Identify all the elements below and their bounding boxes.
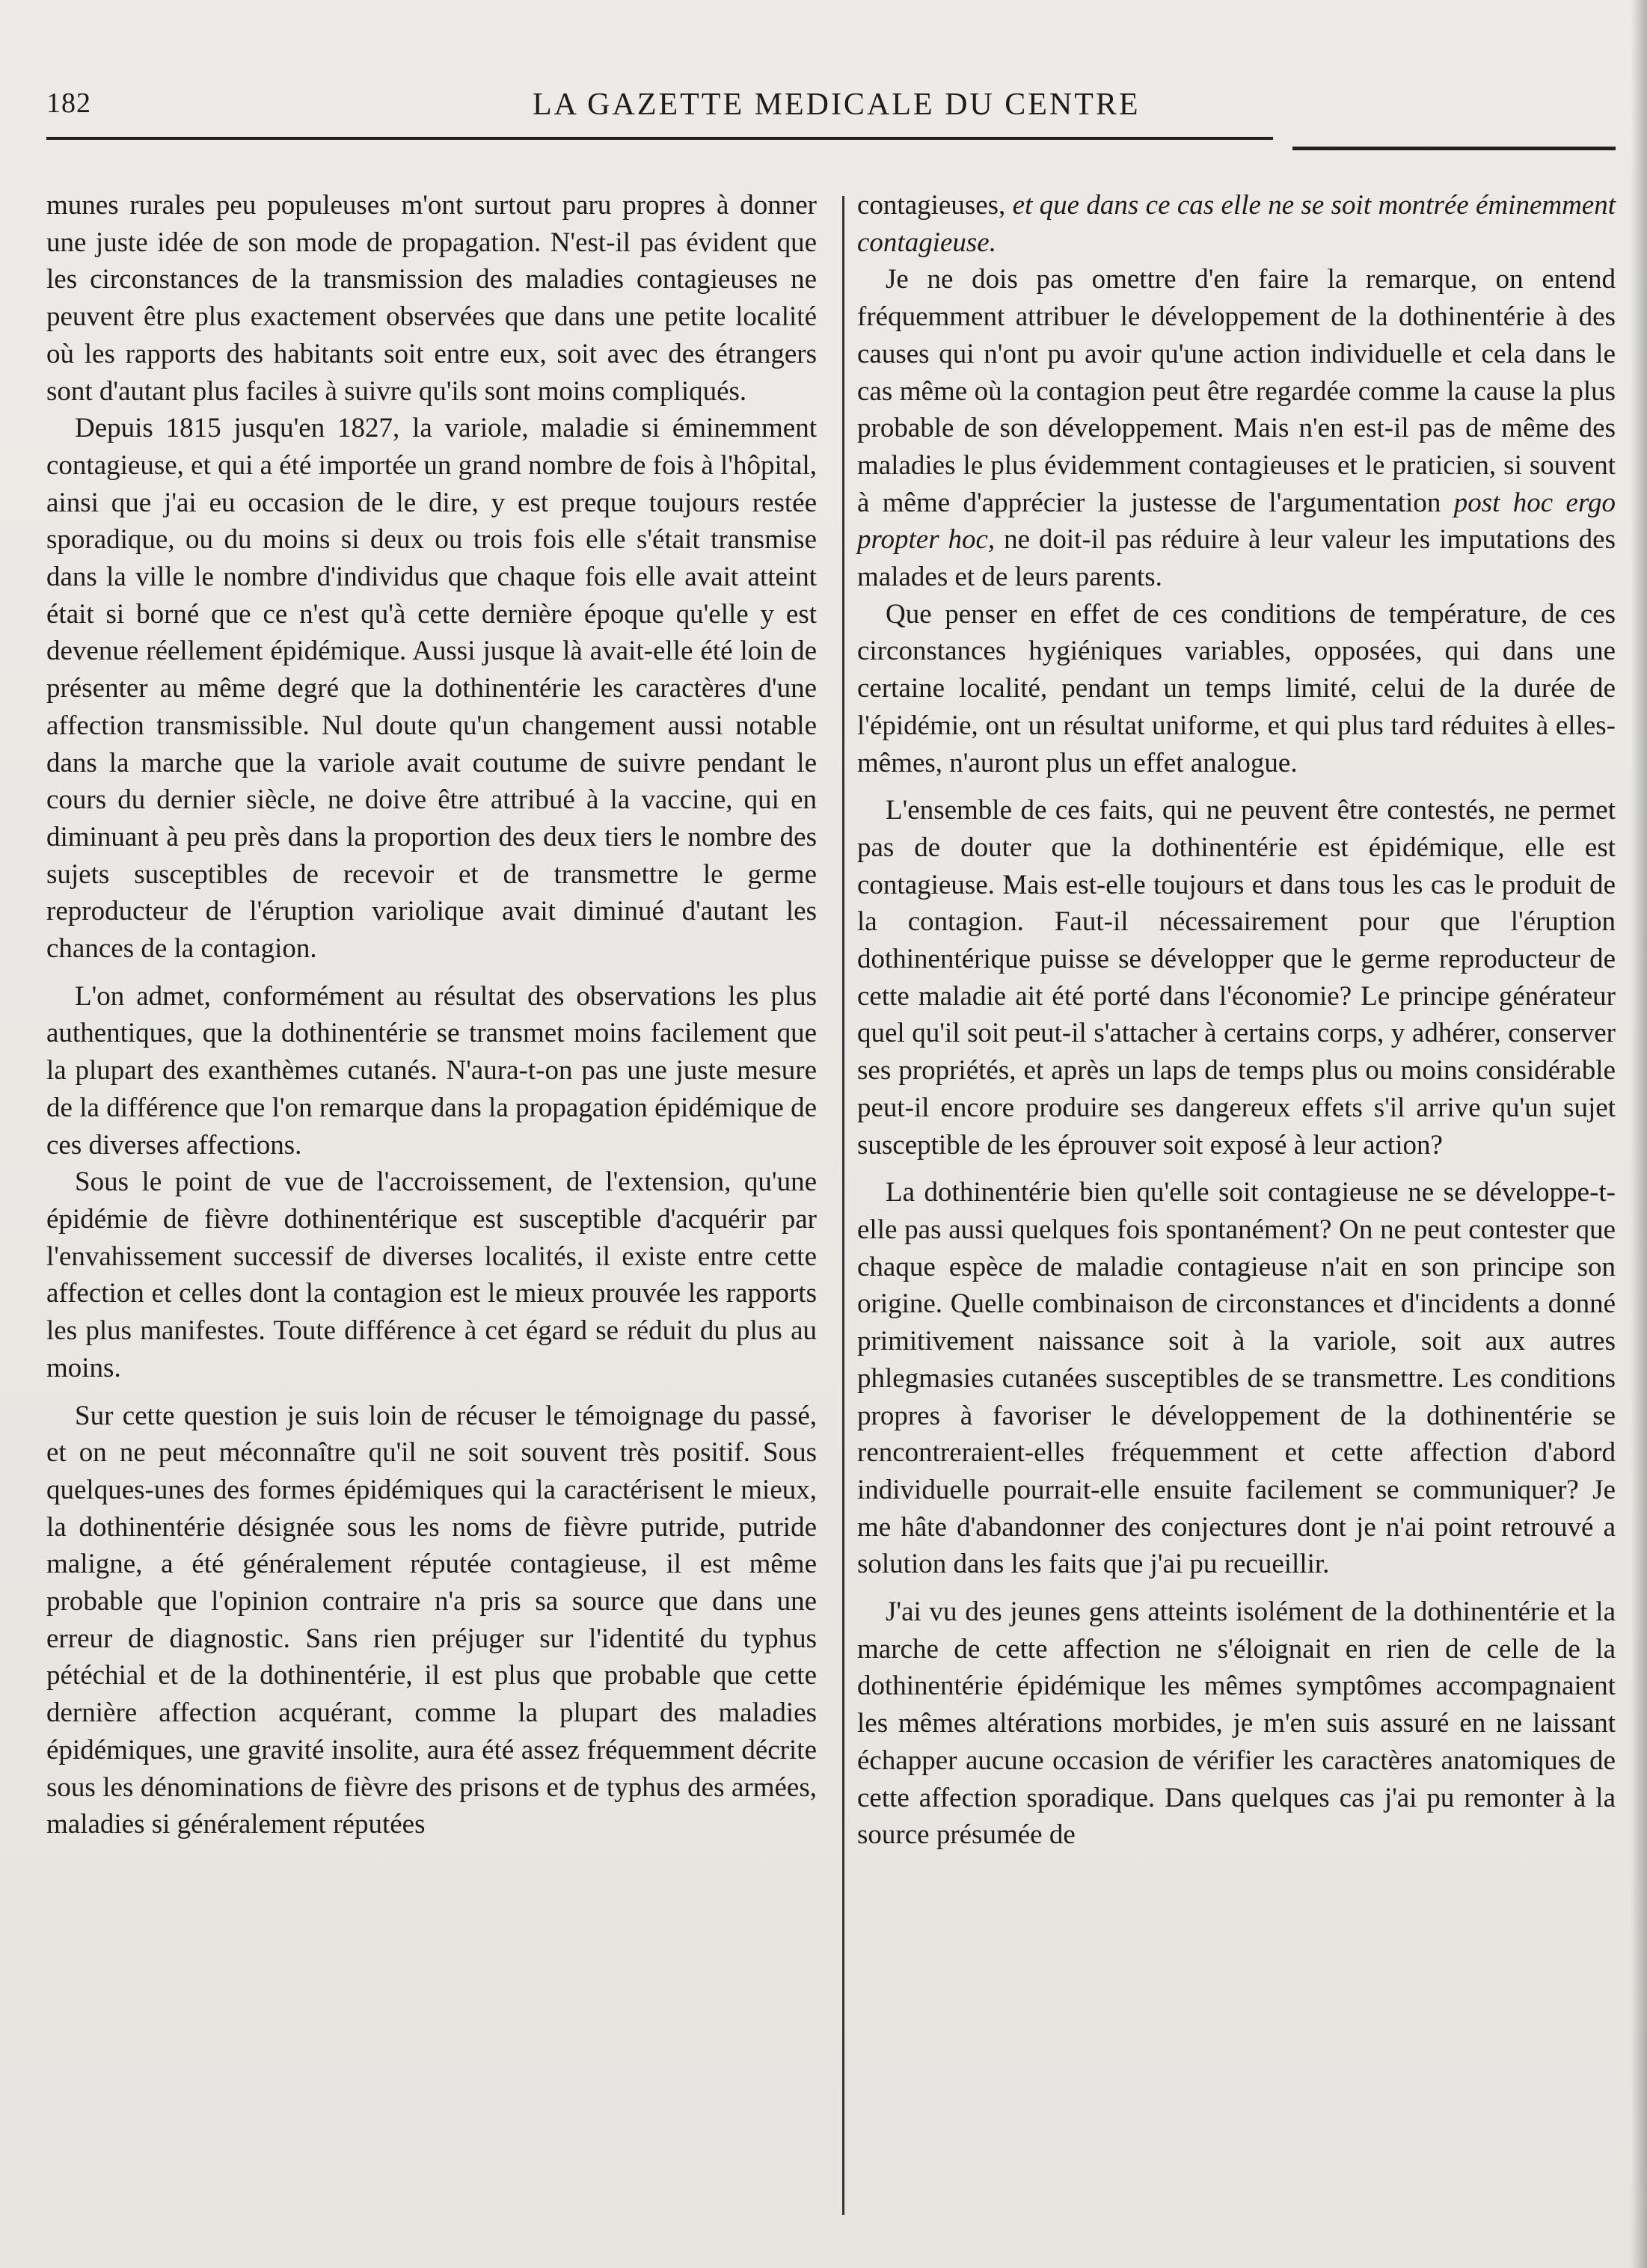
right-paragraph-4: L'ensemble de ces faits, qui ne peuvent être contestés, ne permet pas de douter que la dothinentérie est épidémique, elle est contagieuse. Mais est-elle toujours et dans tous les cas le produit de la contagion. Faut-il nécessairement pour que l'éruption dothinentérique puisse se développer que le germe reproducteur de cette maladie ait été porté dans l'économie? Le principe générateur quel qu'il soit peut-il s'attacher à certains corps, y adhérer, conserver ses propriétés, et après un laps de temps plus ou moins considérable peut-il encore produire ses dangereux effets s'il arrive qu'un sujet susceptible de les éprouver soit exposé à leur action? bbox=[857, 795, 1616, 1161]
right-paragraph-1-italic: et que dans ce cas elle ne se soit montrée éminemment contagieuse. bbox=[857, 190, 1616, 258]
page-number: 182 bbox=[46, 87, 91, 119]
left-paragraph-4: Sous le point de vue de l'accroissement, de l'extension, qu'une épidémie de fièvre dothinentérique est susceptible d'acquérir par l'envahissement successif de diverses localités, il existe entre cette affection et celles dont la contagion est le mieux prouvée les rapports les plus manifestes. Toute différence à cet égard se réduit du plus au moins. bbox=[46, 1167, 817, 1383]
right-paragraph-2-latin: post hoc ergo propter hoc, bbox=[857, 487, 1616, 556]
right-column bbox=[857, 187, 1616, 1854]
left-paragraph-3: L'on admet, conformément au résultat des observations les plus authentiques, que la dothinentérie se transmet moins facilement que la plupart des exanthèmes cutanés. N'aura-t-on pas une juste mesure de la différence que l'on remarque dans la propagation épidémique de ces diverses affections. bbox=[46, 980, 817, 1161]
left-paragraph-5: Sur cette question je suis loin de récuser le témoignage du passé, et on ne peut méconnaître qu'il ne soit souvent très positif. Sous quelques-unes des formes épidémiques qui la caractérisent le mieux, la dothinentérie désignée sous les noms de fièvre putride, putride maligne, a été généralement réputée contagieuse, il est même probable que l'opinion contraire n'a pris sa source que dans une erreur de diagnostic. Sans rien préjuger sur l'identité du typhus pétéchial et de la dothinentérie, il est plus que probable que cette dernière affection acquérant, comme la plupart des maladies épidémiques, une gravité insolite, aura été assez fréquemment décrite sous les dénominations de fièvre des prisons et de typhus des armées, maladies si généralement réputées bbox=[46, 1400, 817, 1840]
header-rule-left bbox=[46, 137, 1273, 140]
right-paragraph-1-start: contagieuses, bbox=[857, 190, 1006, 221]
left-paragraph-2: Depuis 1815 jusqu'en 1827, la variole, maladie si éminemment contagieuse, et qui a été importée un grand nombre de fois à l'hôpital, ainsi que j'ai eu occasion de le dire, y est preque toujours restée sporadique, ou du moins si deux ou trois fois elle s'était transmise dans la ville le nombre d'individus que chaque fois elle avait atteint était si borné que ce n'est qu'à cette dernière époque qu'elle y est devenue réellement épidémique. Aussi jusque là avait-elle été loin de présenter au même degré que la dothinentérie les caractères d'une affection transmissible. Nul doute qu'un changement aussi notable dans la marche que la variole avait coutume de suivre pendant le cours du dernier siècle, ne doive être attribué à la vaccine, qui en diminuant à peu près dans la proportion des deux tiers le nombre des sujets susceptibles de recevoir et de transmettre le germe reproducteur de l'éruption variolique avait diminué d'autant les chances de la contagion. bbox=[46, 413, 818, 965]
right-paragraph-2-before: Je ne dois pas omettre d'en faire la remarque, on entend fréquemment attribuer le développement de la dothinentérie à des causes qui n'ont pu avoir qu'une action individuelle et cela dans le cas même où la contagion peut être regardée comme la cause la plus probable de son développement. Mais n'en est-il pas de même des maladies le plus évidemment contagieuses et le praticien, si souvent à même d'apprécier la justesse de l'argumentation bbox=[857, 264, 1616, 518]
right-paragraph-2 bbox=[857, 261, 1616, 595]
right-paragraph-2-after: ne doit-il pas réduire à leur valeur les imputations des malades et de leurs parents. bbox=[857, 524, 1616, 593]
header-rule-right bbox=[1292, 147, 1616, 150]
left-column bbox=[46, 187, 817, 1843]
right-paragraph-1 bbox=[857, 187, 1616, 261]
right-paragraph-6: J'ai vu des jeunes gens atteints isolément de la dothinentérie et la marche de cette affection ne s'éloignait en rien de celle de la dothinentérie épidémique les mêmes symptômes accompagnaient les mêmes altérations morbides, je m'en suis assuré en ne laissant échapper aucune occasion de vérifier les caractères anatomiques de cette affection sporadique. Dans quelques cas j'ai pu remonter à la source présumée de bbox=[857, 1596, 1616, 1851]
scan-edge-shadow bbox=[1631, 0, 1647, 2268]
left-paragraph-1: munes rurales peu populeuses m'ont surtout paru propres à donner une juste idée de son mode de propagation. N'est-il pas évident que les circonstances de la transmission des maladies contagieuses ne peuvent être plus exactement observées que dans une petite localité où les rapports des habitants soit entre eux, soit avec des étrangers sont d'autant plus faciles à suivre qu'ils sont moins compliqués. bbox=[46, 190, 817, 407]
right-paragraph-3: Que penser en effet de ces conditions de température, de ces circonstances hygiéniques variables, opposées, qui dans une certaine localité, pendant un temps limité, celui de la durée de l'épidémie, ont un résultat uniforme, et qui plus tard réduites à elles-mêmes, n'auront plus un effet analogue. bbox=[857, 598, 1616, 778]
journal-title: LA GAZETTE MEDICALE DU CENTRE bbox=[533, 87, 1141, 122]
page-header bbox=[46, 81, 1625, 126]
right-paragraph-5: La dothinentérie bien qu'elle soit contagieuse ne se développe-t-elle pas aussi quelques fois spontanément? On ne peut contester que chaque espèce de maladie contagieuse n'ait en son principe son origine. Quelle combinaison de circonstances et d'incidents a donné primitivement naissance soit à la variole, soit aux autres phlegmasies cutanées susceptibles de se transmettre. Les conditions propres à favoriser le développement de la dothinentérie se rencontreraient-elles fréquemment et cette affection d'abord individuelle pourrait-elle ensuite facilement se communiquer? Je me hâte d'abandonner des conjectures dont je n'ai point retrouvé a solution dans les faits que j'ai pu recueillir. bbox=[857, 1177, 1616, 1580]
column-divider bbox=[842, 196, 844, 2215]
